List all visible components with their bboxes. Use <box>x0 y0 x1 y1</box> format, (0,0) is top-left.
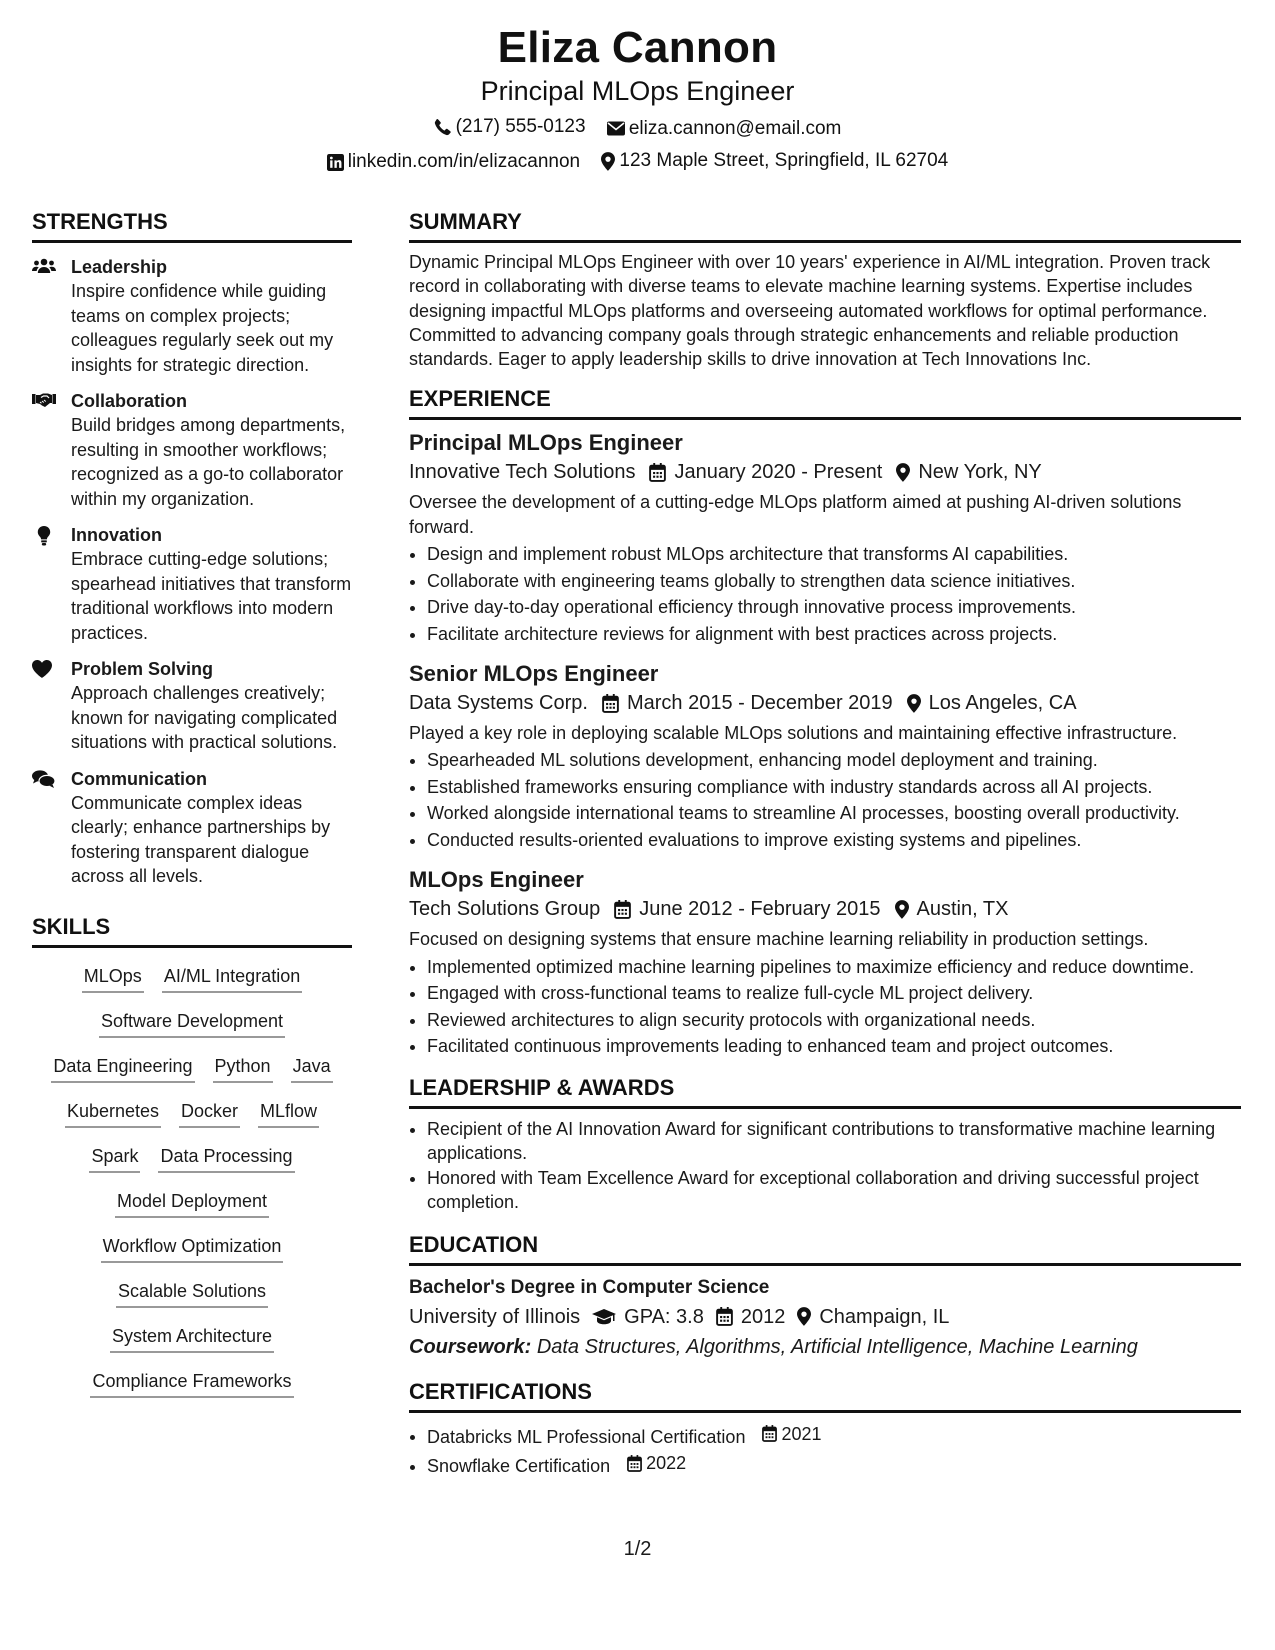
job-entry <box>409 428 1241 647</box>
linkedin[interactable] <box>327 149 580 175</box>
strength-desc: Communicate complex ideas clearly; enhance partnerships by fostering transparent dialogue across all levels. <box>71 792 331 886</box>
comments-icon <box>32 770 55 788</box>
skill-tag: System Architecture <box>110 1324 274 1353</box>
calendar-icon <box>716 1307 733 1326</box>
phone <box>434 114 586 140</box>
strength-desc: Inspire confidence while guiding teams on complex projects; colleagues regularly seek out my insights for strategic direction. <box>71 281 334 375</box>
skill-tag: Data Engineering <box>51 1054 194 1083</box>
gpa: GPA: 3.8 <box>624 1305 704 1328</box>
skill-tag: Python <box>213 1054 273 1083</box>
candidate-title: Principal MLOps Engineer <box>480 76 795 106</box>
skill-row <box>32 1318 352 1363</box>
certification-item <box>427 1450 1241 1479</box>
skill-tag: Workflow Optimization <box>101 1234 284 1263</box>
certification-name: Snowflake Certification <box>427 1455 611 1476</box>
skill-tag: Software Development <box>99 1009 285 1038</box>
summary-heading: SUMMARY <box>409 208 1241 243</box>
certification-name: Databricks ML Professional Certification <box>427 1426 746 1447</box>
award-item: • Recipient of the AI Innovation Award for significant contributions to transformative machine learning applications. <box>427 1117 1241 1166</box>
strength-item <box>32 389 352 511</box>
skills-heading: SKILLS <box>32 913 352 948</box>
email-text[interactable]: eliza.cannon@email.com <box>628 117 842 139</box>
strength-desc: Build bridges among departments, resulting in smoother workflows; recognized as a go-to collaborator within my organization. <box>71 415 346 509</box>
skill-row <box>32 1228 352 1273</box>
experience-list <box>409 428 1241 1059</box>
skills-list <box>32 958 352 1408</box>
skill-tag: Kubernetes <box>65 1099 161 1128</box>
calendar-icon <box>649 463 666 482</box>
job-bullet: • Implemented optimized machine learning pipelines to maximize efficiency and reduce downtime. <box>427 954 1241 981</box>
coursework <box>409 1332 1241 1362</box>
strengths-heading: STRENGTHS <box>32 208 352 243</box>
skill-row <box>32 1183 352 1228</box>
skill-row <box>32 1273 352 1318</box>
job-location: Austin, TX <box>916 898 1009 921</box>
job-description: Focused on designing systems that ensure machine learning reliability in production settings. <box>409 929 1149 950</box>
phone-icon <box>434 118 452 136</box>
skill-row <box>32 1003 352 1048</box>
company-name: Tech Solutions Group <box>409 898 601 921</box>
job-title: Principal MLOps Engineer <box>409 430 683 456</box>
experience-heading: EXPERIENCE <box>409 385 1241 420</box>
calendar-icon <box>762 1425 777 1442</box>
job-bullet: • Spearheaded ML solutions development, enhancing model deployment and training. <box>427 747 1241 774</box>
strength-title: Problem Solving <box>71 659 214 679</box>
page-number: 1/2 <box>623 1538 652 1560</box>
strength-desc: Approach challenges creatively; known for navigating complicated situations with practical solutions. <box>71 683 338 752</box>
skill-row <box>32 1093 352 1138</box>
resume-header <box>0 22 1275 179</box>
envelope-icon <box>607 121 625 136</box>
candidate-name: Eliza Cannon <box>497 23 778 72</box>
certification-item <box>427 1421 1241 1450</box>
contact-row-1 <box>0 114 1275 144</box>
job-meta <box>409 458 1241 486</box>
degree-title: Bachelor's Degree in Computer Science <box>409 1276 770 1298</box>
certifications-heading: CERTIFICATIONS <box>409 1378 1241 1413</box>
job-dates: January 2020 - Present <box>674 461 883 484</box>
contact-row-2 <box>0 148 1275 179</box>
email[interactable] <box>607 116 842 142</box>
phone-text: (217) 555-0123 <box>455 116 586 137</box>
right-column <box>409 208 1241 1479</box>
job-bullet: • Collaborate with engineering teams globally to strengthen data science initiatives. <box>427 568 1241 595</box>
job-bullets <box>409 747 1241 853</box>
job-description: Oversee the development of a cutting-edge MLOps platform aimed at pushing AI-driven solutions forward. <box>409 492 1182 537</box>
skill-tag: MLOps <box>82 964 144 993</box>
certifications-list <box>409 1421 1241 1480</box>
strength-item <box>32 255 352 377</box>
map-marker-icon <box>601 152 615 171</box>
certification-year: 2021 <box>781 1423 822 1444</box>
skill-tag: Docker <box>179 1099 240 1128</box>
job-bullet: • Design and implement robust MLOps architecture that transforms AI capabilities. <box>427 541 1241 568</box>
linkedin-icon <box>327 154 344 171</box>
company-name: Innovative Tech Solutions <box>409 461 636 484</box>
certification-year: 2022 <box>646 1452 687 1473</box>
job-title: Senior MLOps Engineer <box>409 661 659 687</box>
strength-item <box>32 657 352 755</box>
calendar-icon <box>614 900 631 919</box>
job-meta <box>409 895 1241 923</box>
awards-list <box>409 1117 1241 1215</box>
map-marker-icon <box>797 1307 811 1326</box>
education-location: Champaign, IL <box>819 1305 950 1328</box>
job-location: Los Angeles, CA <box>928 692 1077 715</box>
skill-tag: Model Deployment <box>115 1189 269 1218</box>
job-entry <box>409 659 1241 853</box>
award-item: • Honored with Team Excellence Award for exceptional collaboration and driving successful project completion. <box>427 1166 1241 1215</box>
strength-item <box>32 767 352 889</box>
job-title: MLOps Engineer <box>409 867 584 893</box>
job-bullets <box>409 541 1241 647</box>
strength-title: Leadership <box>71 257 168 277</box>
company-name: Data Systems Corp. <box>409 692 588 715</box>
linkedin-text[interactable]: linkedin.com/in/elizacannon <box>347 151 581 172</box>
graduation-cap-icon <box>592 1309 616 1325</box>
education-meta <box>409 1302 1241 1332</box>
skill-tag: Scalable Solutions <box>116 1279 268 1308</box>
job-bullet: • Facilitated continuous improvements leading to enhanced team and project outcomes. <box>427 1033 1241 1060</box>
job-description: Played a key role in deploying scalable MLOps solutions and maintaining effective infrastructure. <box>409 723 1178 744</box>
skill-tag: Data Processing <box>158 1144 294 1173</box>
skill-tag: Java <box>291 1054 333 1083</box>
calendar-icon <box>602 694 619 713</box>
awards-heading: LEADERSHIP & AWARDS <box>409 1074 1241 1109</box>
skill-row <box>32 1048 352 1093</box>
map-marker-icon <box>895 900 909 919</box>
job-location: New York, NY <box>918 461 1042 484</box>
skill-tag: AI/ML Integration <box>162 964 302 993</box>
education-heading: EDUCATION <box>409 1231 1241 1266</box>
address <box>601 148 948 174</box>
job-bullet: • Worked alongside international teams to streamline AI processes, boosting overall productivity. <box>427 800 1241 827</box>
job-dates: June 2012 - February 2015 <box>639 898 881 921</box>
summary-text: Dynamic Principal MLOps Engineer with over 10 years' experience in AI/ML integration. Proven track record in collaborating with diverse teams to elevate machine learning systems. Expertise includes designing impactful MLOps platforms and overseeing automated workflows for optimal performance. Committed to advancing company goals through strategic enhancements and reliable production standards. Eager to apply leadership skills to drive innovation at Tech Innovations Inc. <box>409 252 1211 370</box>
left-column <box>32 208 352 1408</box>
job-bullet: • Engaged with cross-functional teams to realize full-cycle ML project delivery. <box>427 980 1241 1007</box>
job-meta <box>409 689 1241 717</box>
skill-row <box>32 1363 352 1408</box>
job-entry <box>409 865 1241 1059</box>
strength-title: Collaboration <box>71 391 187 411</box>
job-bullets <box>409 954 1241 1060</box>
calendar-icon <box>627 1455 642 1472</box>
skill-row <box>32 958 352 1003</box>
job-bullet: • Established frameworks ensuring compliance with industry standards across all AI projects. <box>427 774 1241 801</box>
job-dates: March 2015 - December 2019 <box>626 692 893 715</box>
handshake-icon <box>32 392 56 408</box>
job-bullet: • Facilitate architecture reviews for alignment with best practices across projects. <box>427 621 1241 648</box>
map-marker-icon <box>896 463 910 482</box>
address-text: 123 Maple Street, Springfield, IL 62704 <box>619 150 949 171</box>
job-bullet: • Reviewed architectures to align security protocols with organizational needs. <box>427 1007 1241 1034</box>
strength-title: Communication <box>71 768 208 789</box>
skill-tag: Spark <box>89 1144 140 1173</box>
strength-title: Innovation <box>71 525 162 545</box>
users-icon <box>32 258 56 274</box>
coursework-label: Coursework: <box>409 1335 532 1358</box>
skill-tag: MLflow <box>258 1099 319 1128</box>
skill-row <box>32 1138 352 1183</box>
skill-tag: Compliance Frameworks <box>90 1369 293 1398</box>
job-bullet: • Drive day-to-day operational efficiency through innovative process improvements. <box>427 594 1241 621</box>
lightbulb-icon <box>36 526 52 546</box>
strength-desc: Embrace cutting-edge solutions; spearhead initiatives that transform traditional workflows into modern practices. <box>71 549 352 643</box>
school-name: University of Illinois <box>409 1305 581 1328</box>
graduation-year: 2012 <box>740 1305 786 1328</box>
heart-icon <box>32 660 52 678</box>
coursework-text: Data Structures, Algorithms, Artificial Intelligence, Machine Learning <box>536 1335 1138 1358</box>
map-marker-icon <box>907 694 921 713</box>
job-bullet: • Conducted results-oriented evaluations to improve existing systems and pipelines. <box>427 827 1241 854</box>
strength-item <box>32 523 352 645</box>
